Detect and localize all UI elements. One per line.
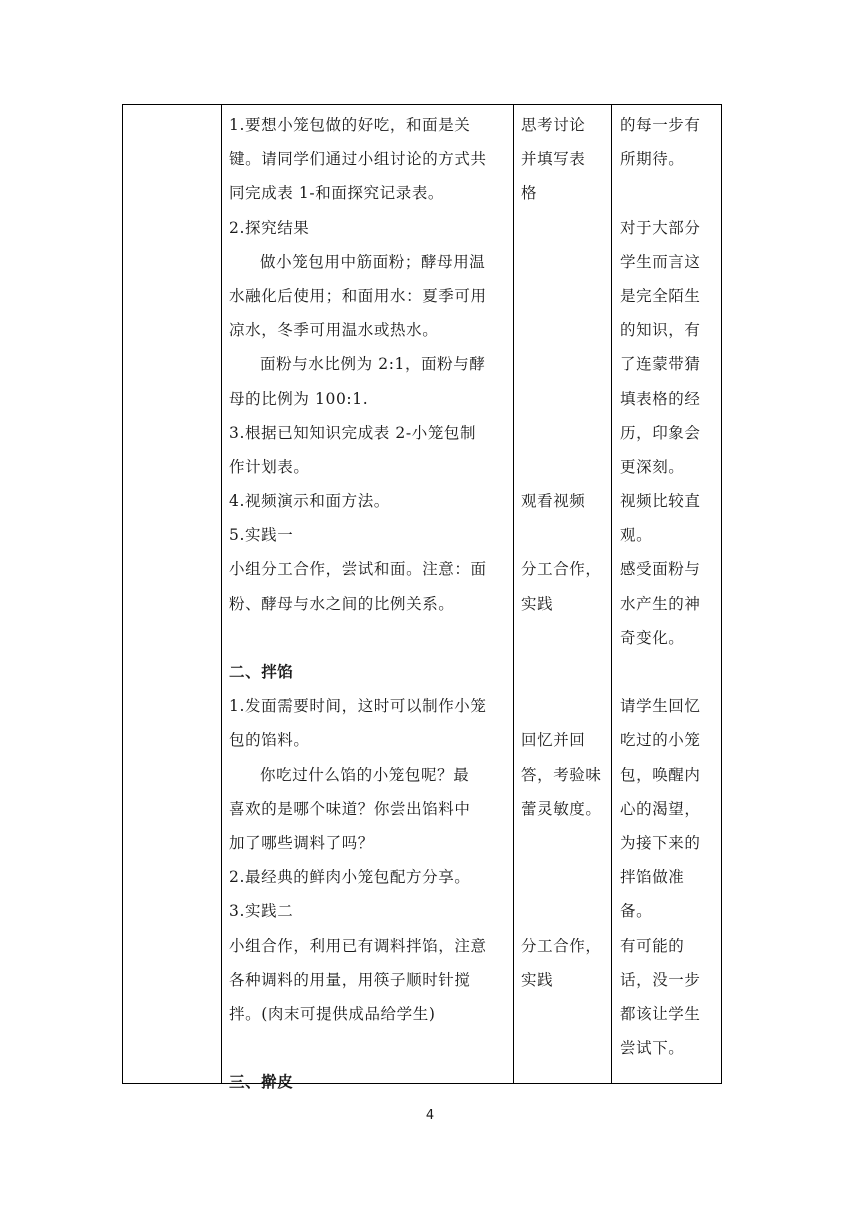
blank-line	[229, 1031, 487, 1065]
intent-line: 都该让学生	[620, 1004, 701, 1023]
content-line: 做小笼包用中筋面粉；酵母用温	[260, 252, 486, 271]
content-line: 作计划表。	[229, 457, 310, 476]
content-line: 小组分工合作，尝试和面。注意：面	[229, 560, 487, 579]
content-line: 键。请同学们通过小组讨论的方式共	[229, 150, 487, 169]
page-number: 4	[425, 1108, 435, 1123]
intent-line: 是完全陌生	[620, 286, 701, 305]
intent-line: 填表格的经	[620, 389, 701, 408]
content-line: 4.视频演示和面方法。	[229, 492, 390, 511]
content-line: 3.实践二	[229, 902, 294, 921]
intent-line: 了连蒙带猜	[620, 355, 701, 374]
activity-line: 观看视频	[521, 492, 586, 511]
activity-line: 回忆并回	[521, 731, 586, 750]
activity-line: 分工合作，	[521, 936, 602, 955]
content-line: 拌。(肉末可提供成品给学生)	[229, 1004, 436, 1023]
activity-line: 答，考验味	[521, 765, 602, 784]
intent-line: 对于大部分	[620, 218, 701, 237]
content-line: 凉水，冬季可用温水或热水。	[229, 321, 439, 340]
content-line: 水融化后使用；和面用水：夏季可用	[229, 286, 487, 305]
section-heading: 三、擀皮	[229, 1073, 294, 1092]
intent-line: 尝试下。	[620, 1039, 685, 1058]
lesson-table	[122, 104, 722, 1092]
content-line: 1.发面需要时间，这时可以制作小笼	[229, 697, 487, 716]
section-heading: 二、拌馅	[229, 663, 294, 681]
content-line: 同完成表 1-和面探究记录表。	[229, 184, 445, 203]
intent-line: 心的渴望，	[620, 799, 701, 818]
column-divider	[611, 105, 612, 1083]
intent-line: 为接下来的	[620, 833, 701, 852]
intent-line: 的每一步有	[620, 116, 701, 134]
content-line: 面粉与水比例为 2:1，面粉与酵	[260, 355, 486, 374]
student-activity-column	[521, 108, 602, 997]
intent-line: 学生而言这	[620, 252, 701, 271]
content-line: 喜欢的是哪个味道？你尝出馅料中	[229, 799, 471, 818]
content-line: 各种调料的用量，用筷子顺时针搅	[229, 970, 471, 989]
content-line: 5.实践一	[229, 526, 294, 545]
activity-line: 并填写表	[521, 150, 586, 169]
intent-line: 的知识，有	[620, 321, 701, 340]
content-line: 粉、酵母与水之间的比例关系。	[229, 594, 455, 613]
content-line: 加了哪些调料了吗？	[229, 833, 374, 852]
activity-line: 实践	[521, 594, 554, 613]
content-line: 2.最经典的鲜肉小笼包配方分享。	[229, 868, 471, 887]
intent-line: 视频比较直	[620, 492, 701, 511]
activity-line: 蕾灵敏度。	[521, 799, 602, 818]
intent-line: 观。	[620, 526, 653, 545]
intent-line: 水产生的神	[620, 594, 701, 613]
column-divider	[513, 105, 514, 1083]
intent-line: 备。	[620, 902, 653, 921]
content-line: 包的馅料。	[229, 731, 310, 750]
activity-line: 实践	[521, 970, 554, 989]
intent-line: 有可能的	[620, 936, 685, 955]
activity-line: 思考讨论	[521, 116, 586, 134]
intent-line: 请学生回忆	[620, 697, 701, 716]
content-line: 3.根据已知知识完成表 2-小笼包制	[229, 423, 477, 442]
intent-line: 奇变化。	[620, 628, 685, 647]
content-line: 2.探究结果	[229, 218, 310, 237]
content-line: 小组合作，利用已有调料拌馅，注意	[229, 936, 487, 955]
activity-line: 格	[521, 184, 538, 203]
intent-line: 话，没一步	[620, 970, 701, 989]
intent-line: 吃过的小笼	[620, 731, 701, 750]
column-divider	[221, 105, 222, 1083]
content-line: 你吃过什么馅的小笼包呢？最	[260, 765, 470, 784]
intent-line: 历，印象会	[620, 423, 701, 442]
intent-line: 所期待。	[620, 150, 685, 169]
content-line: 母的比例为 100:1.	[229, 389, 369, 408]
intent-line: 更深刻。	[620, 457, 685, 476]
content-line: 1.要想小笼包做的好吃，和面是关	[229, 116, 471, 134]
intent-line: 拌馅做准	[620, 868, 685, 887]
stage-column-cell	[123, 105, 221, 1083]
intent-line: 包，唤醒内	[620, 765, 701, 784]
design-intent-column	[620, 108, 701, 1065]
intent-line: 感受面粉与	[620, 560, 701, 579]
blank-line	[229, 621, 487, 655]
activity-line: 分工合作，	[521, 560, 602, 579]
teaching-content-column	[229, 108, 487, 1099]
